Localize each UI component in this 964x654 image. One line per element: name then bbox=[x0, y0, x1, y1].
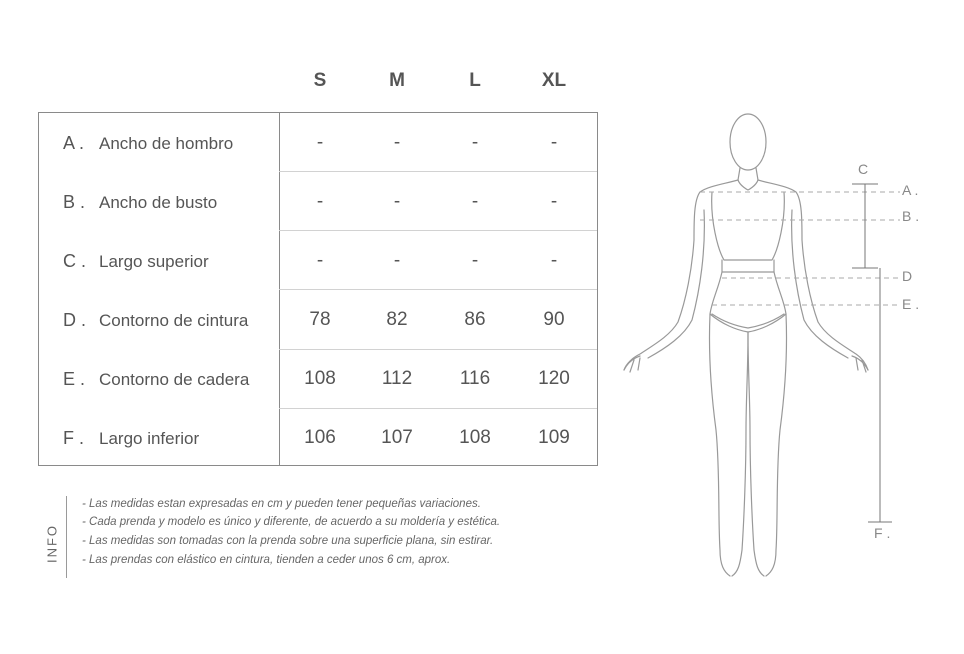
figure-label-d: D bbox=[902, 268, 913, 284]
row-label: Ancho de busto bbox=[99, 193, 218, 212]
size-header-l: L bbox=[469, 70, 481, 91]
table-cell: 116 bbox=[459, 368, 491, 389]
figure-label-e: E . bbox=[902, 296, 920, 312]
mannequin-outline bbox=[624, 114, 868, 576]
table-cell: - bbox=[471, 250, 479, 271]
table-cell: - bbox=[316, 132, 324, 153]
size-header-m: M bbox=[389, 70, 405, 91]
size-table bbox=[38, 112, 598, 466]
table-cell: - bbox=[550, 132, 558, 153]
table-cell: 108 bbox=[459, 427, 491, 448]
table-cell: - bbox=[316, 250, 324, 271]
row-label: Ancho de hombro bbox=[99, 134, 234, 153]
row-letter: C . bbox=[63, 251, 87, 271]
table-cell: 106 bbox=[304, 427, 336, 448]
table-cell: 86 bbox=[464, 309, 486, 330]
row-label: Largo inferior bbox=[99, 429, 200, 448]
info-note: - Las medidas estan expresadas en cm y pueden tener pequeñas variaciones. bbox=[82, 498, 481, 510]
table-cell: 108 bbox=[304, 368, 336, 389]
table-cell: - bbox=[393, 250, 401, 271]
table-cell: 82 bbox=[386, 309, 408, 330]
row-label: Contorno de cintura bbox=[99, 311, 249, 330]
figure-label-c: C bbox=[858, 161, 869, 177]
table-cell: - bbox=[550, 191, 558, 212]
row-divider bbox=[279, 230, 597, 231]
figure-label-f: F . bbox=[874, 525, 891, 541]
table-cell: - bbox=[393, 191, 401, 212]
table-cell: - bbox=[316, 191, 324, 212]
row-letter: F . bbox=[63, 428, 84, 448]
figure-label-b: B . bbox=[902, 208, 920, 224]
size-header-xl: XL bbox=[541, 70, 567, 91]
row-divider bbox=[279, 171, 597, 172]
table-cell: - bbox=[471, 191, 479, 212]
figure-label-a: A . bbox=[902, 182, 919, 198]
size-header-s: S bbox=[313, 70, 327, 91]
info-divider bbox=[66, 496, 67, 578]
table-cell: 120 bbox=[538, 368, 570, 389]
row-label: Contorno de cadera bbox=[99, 370, 250, 389]
table-cell: 109 bbox=[538, 427, 570, 448]
row-letter: A . bbox=[63, 133, 85, 153]
row-letter: D . bbox=[63, 310, 87, 330]
row-divider bbox=[279, 408, 597, 409]
table-cell: 112 bbox=[381, 368, 413, 389]
info-note: - Las prendas con elástico en cintura, tienden a ceder unos 6 cm, aprox. bbox=[82, 554, 451, 566]
measurement-guides bbox=[700, 184, 900, 522]
table-cell: 107 bbox=[381, 427, 413, 448]
table-cell: - bbox=[393, 132, 401, 153]
info-note: - Las medidas son tomadas con la prenda sobre una superficie plana, sin estirar. bbox=[82, 535, 494, 547]
body-figure-illustration bbox=[600, 100, 940, 590]
table-cell: 78 bbox=[309, 309, 331, 330]
table-cell: 90 bbox=[543, 309, 565, 330]
info-title: INFO bbox=[44, 523, 60, 564]
row-divider bbox=[279, 349, 597, 350]
table-cell: - bbox=[550, 250, 558, 271]
row-letter: E . bbox=[63, 369, 86, 389]
info-note: - Cada prenda y modelo es único y diferente, de acuerdo a su moldería y estética. bbox=[82, 516, 501, 528]
row-label: Largo superior bbox=[99, 252, 209, 271]
table-cell: - bbox=[471, 132, 479, 153]
row-divider bbox=[279, 289, 597, 290]
row-letter: B . bbox=[63, 192, 86, 212]
